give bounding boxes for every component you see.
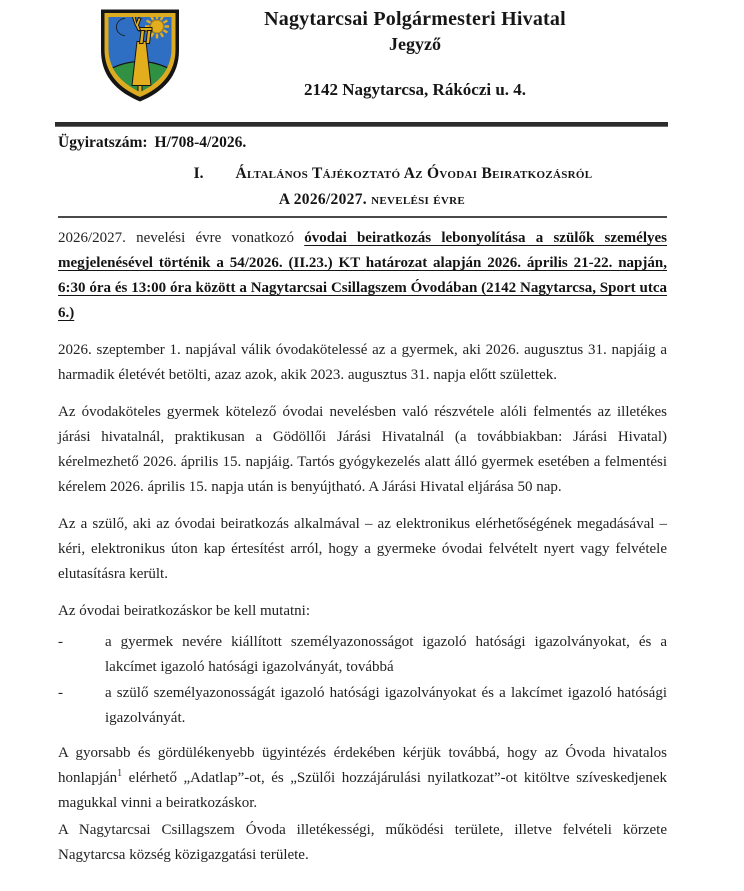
- case-number-label: Ügyiratszám:: [58, 134, 148, 151]
- paragraph-electronic-notice: Az a szülő, aki az óvodai beiratkozás alkalmával – az elektronikus elérhetőségének megadásával – kéri, elektronikus úton kap értesítést arról, hogy a gyermeke óvodai felvételt nyert vagy felvétele elutasításra került.: [58, 516, 667, 582]
- org-name: Nagytarcsai Polgármesteri Hivatal: [264, 8, 566, 30]
- list-intro: Az óvodai beiratkozáskor be kell mutatni:: [58, 603, 311, 619]
- paragraph-exemption: Az óvodaköteles gyermek kötelező óvodai nevelésben való részvétele alóli felmentés az illetékes járási hivatalnál, praktikusan a Gödöllői Járási Hivatalnál (a továbbiakban: Járási Hivatal) kérelmezhető 2026. április 15. napjáig. Tartós gyógykezelés alatt álló gyermek esetében a felmentési kérelem 2026. április 15. napja után is benyújtható. A Járási Hivatal eljárása 50 nap.: [58, 404, 667, 495]
- paragraph-forms: [58, 741, 667, 816]
- list-item: [58, 681, 667, 731]
- paragraph-emphasis: óvodai beiratkozás lebonyolítása a szülők személyes megjelenésével történik a 54/2026. (II.23.) KT határozat alapján 2026. április 21-22. napján, 6:30 óra és 13:00 óra között a Nagytarcsai Csillagszem Óvodában (2142 Nagytarcsa, Sport utca 6.): [58, 230, 667, 321]
- list-item: [58, 630, 667, 680]
- paragraph-enrollment-dates: [58, 226, 667, 326]
- list-item-text: a szülő személyazonosságát igazoló hatósági igazolványokat és a lakcímet igazoló hatósági igazolványát.: [105, 685, 667, 726]
- title-text: Általános Tájékoztató Az Óvodai Beiratkozásról: [235, 165, 593, 182]
- bullet-dash: -: [58, 634, 63, 650]
- footnote-marker: 1: [117, 768, 123, 779]
- case-number: [58, 134, 744, 152]
- section-numeral: I.: [193, 165, 204, 182]
- header-divider: [55, 122, 668, 127]
- paragraph-forms-part2: elérhető „Adatlap”-ot, és „Szülői hozzájárulási nyilatkozat”-ot kitöltve szíveskedjenek magukkal vinni a beiratkozáskor.: [58, 770, 667, 811]
- letterhead: [0, 0, 744, 108]
- org-address: 2142 Nagytarcsa, Rákóczi u. 4.: [303, 80, 527, 99]
- paragraph-age-rule: 2026. szeptember 1. napjával válik óvodakötelessé az a gyermek, aki 2026. augusztus 31. napjáig a harmadik életévét betölti, azaz azok, akik 2023. augusztus 31. napja előtt születtek.: [58, 342, 667, 383]
- document-title-line1: [0, 165, 744, 183]
- bullet-dash: -: [58, 685, 63, 701]
- document-title-line2: A 2026/2027. nevelési évre: [278, 191, 466, 208]
- paragraph-lead: 2026/2027. nevelési évre vonatkozó: [58, 230, 305, 246]
- case-number-value: H/708-4/2026.: [154, 134, 247, 151]
- title-divider: [58, 216, 667, 218]
- letterhead-text: [128, 8, 702, 100]
- documents-list: [58, 630, 667, 731]
- paragraph-district: A Nagytarcsai Csillagszem Óvoda illetékességi, működési területe, illetve felvételi körzete Nagytarcsa község közigazgatási területe.: [58, 822, 667, 863]
- org-unit: Jegyző: [389, 34, 441, 54]
- list-item-text: a gyermek nevére kiállított személyazonosságot igazoló hatósági igazolványokat, és a lakcímet igazoló hatósági igazolványát, továbbá: [105, 634, 667, 675]
- document-body: [58, 226, 667, 868]
- paragraph-forms-part1: A gyorsabb és gördülékenyebb ügyintézés érdekében kérjük továbbá, hogy az Óvoda hivatalos honlapján: [58, 745, 667, 786]
